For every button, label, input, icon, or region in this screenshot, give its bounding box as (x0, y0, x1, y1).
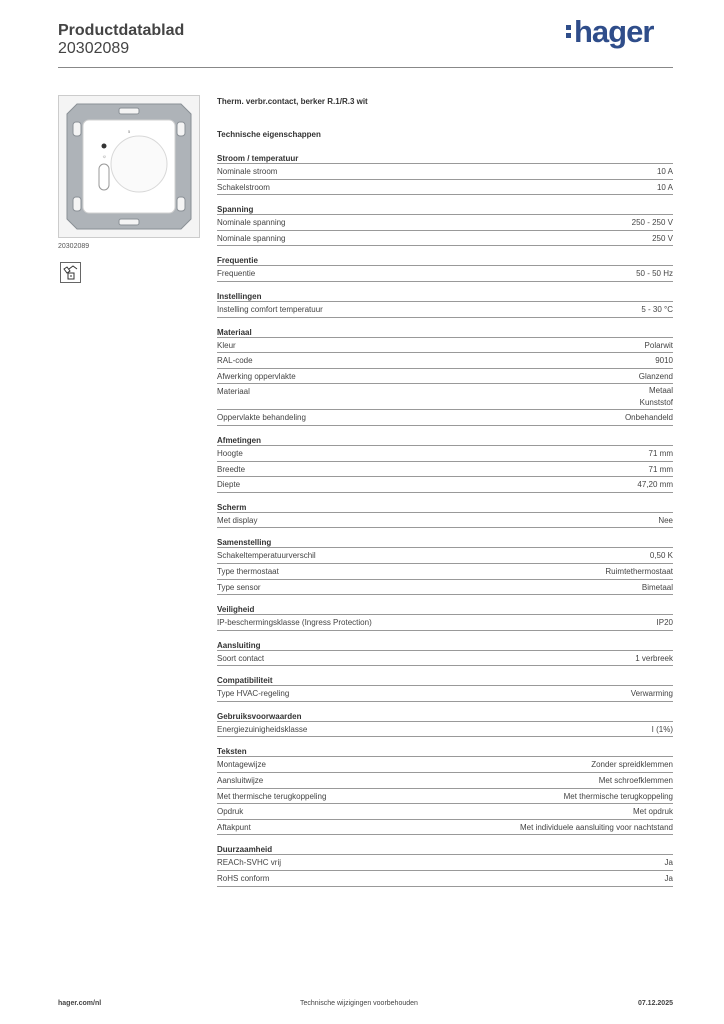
spec-section (217, 675, 673, 702)
spec-value: Met thermische terugkoppeling (563, 791, 673, 801)
spec-label: Oppervlakte behandeling (217, 413, 306, 423)
spec-row (217, 820, 673, 836)
spec-label: Energiezuinigheidsklasse (217, 724, 308, 734)
spec-row (217, 789, 673, 805)
spec-row (217, 446, 673, 462)
spec-label: RAL-code (217, 356, 253, 366)
spec-row (217, 410, 673, 426)
spec-row (217, 164, 673, 180)
svg-text:☼: ☼ (102, 154, 107, 160)
spec-section-title: Teksten (217, 746, 673, 757)
spec-row (217, 722, 673, 738)
product-details (217, 95, 673, 887)
spec-section-title: Frequentie (217, 255, 673, 266)
spec-label: Opdruk (217, 807, 244, 817)
spec-value: Met opdruk (632, 807, 673, 817)
spec-row (217, 302, 673, 318)
spec-row (217, 855, 673, 871)
spec-value: 250 - 250 V (631, 218, 673, 228)
spec-section (217, 153, 673, 195)
spec-value: Zonder spreidklemmen (591, 760, 673, 770)
spec-value: Met schroefklemmen (598, 776, 673, 786)
spec-row (217, 477, 673, 493)
spec-label: Kleur (217, 340, 236, 350)
spec-value: Bimetaal (641, 582, 673, 592)
svg-text:5: 5 (128, 129, 131, 134)
spec-label: Diepte (217, 480, 241, 490)
technical-properties-heading: Technische eigenschappen (217, 130, 321, 139)
spec-label: Frequentie (217, 269, 256, 279)
spec-value: Ja (664, 874, 673, 884)
spec-section (217, 327, 673, 426)
spec-label: Materiaal (217, 387, 250, 397)
spec-value: 71 mm (648, 464, 673, 474)
spec-label: Nominale spanning (217, 218, 286, 228)
spec-value: I (1%) (651, 724, 673, 734)
spec-section-title: Samenstelling (217, 537, 673, 548)
hager-logo (566, 14, 653, 50)
logo-text: hager (574, 14, 654, 49)
spec-row (217, 773, 673, 789)
spec-section (217, 204, 673, 246)
spec-section (217, 604, 673, 631)
spec-row (217, 651, 673, 667)
spec-label: Nominale spanning (217, 233, 286, 243)
spec-label: Afwerking oppervlakte (217, 371, 296, 381)
spec-section (217, 746, 673, 835)
spec-section (217, 435, 673, 493)
spec-label: Hoogte (217, 448, 243, 458)
spec-row (217, 384, 673, 410)
spec-row (217, 871, 673, 887)
spec-value: Ja (664, 858, 673, 868)
spec-value: 5 - 30 °C (641, 304, 673, 314)
spec-section-title: Instellingen (217, 291, 673, 302)
product-name: Therm. verbr.contact, berker R.1/R.3 wit (217, 97, 368, 106)
spec-section (217, 255, 673, 282)
spec-row (217, 231, 673, 247)
spec-row (217, 548, 673, 564)
spec-row (217, 338, 673, 354)
spec-label: Met thermische terugkoppeling (217, 791, 327, 801)
spec-value: Glanzend (638, 371, 673, 381)
spec-row (217, 564, 673, 580)
spec-value: 250 V (652, 233, 673, 243)
spec-section-title: Compatibiliteit (217, 675, 673, 686)
product-image (58, 95, 200, 238)
spec-label: Montagewijze (217, 760, 266, 770)
spec-section-title: Duurzaamheid (217, 844, 673, 855)
spec-label: Soort contact (217, 653, 265, 663)
spec-label: Aansluitwijze (217, 776, 264, 786)
spec-value: Nee (658, 515, 673, 525)
header-divider (58, 67, 673, 68)
footer-website: hager.com/nl (58, 1000, 102, 1007)
spec-section (217, 711, 673, 738)
spec-label: Breedte (217, 464, 246, 474)
spec-row (217, 462, 673, 478)
spec-value: IP20 (656, 618, 673, 628)
specification-sections (217, 153, 673, 887)
spec-value: 47,20 mm (637, 480, 673, 490)
spec-section-title: Scherm (217, 502, 673, 513)
footer-date: 07.12.2025 (637, 1000, 673, 1007)
spec-section (217, 844, 673, 886)
spec-label: Aftakpunt (217, 822, 251, 832)
spec-label: Met display (217, 515, 258, 525)
spec-label: Schakeltemperatuurverschil (217, 551, 316, 561)
spec-label: Type sensor (217, 582, 261, 592)
spec-section-title: Spanning (217, 204, 673, 215)
spec-value: Verwarming (630, 689, 673, 699)
spec-section (217, 291, 673, 318)
spec-section-title: Gebruiksvoorwaarden (217, 711, 673, 722)
spec-section-title: Materiaal (217, 327, 673, 338)
spec-value: 71 mm (648, 448, 673, 458)
spec-value (640, 385, 673, 409)
spec-row (217, 757, 673, 773)
spec-section (217, 640, 673, 667)
spec-row (217, 266, 673, 282)
spec-value: 1 verbreek (635, 653, 673, 663)
product-number: 20302089 (58, 40, 130, 57)
spec-value: 10 A (656, 182, 673, 192)
spec-label: Instelling comfort temperatuur (217, 304, 323, 314)
packaging-recycle-icon (60, 262, 81, 283)
spec-section (217, 537, 673, 595)
spec-label: Nominale stroom (217, 167, 278, 176)
spec-row (217, 686, 673, 702)
spec-value: Met individuele aansluiting voor nachtstand (520, 822, 673, 832)
spec-label: Type HVAC-regeling (217, 689, 290, 699)
spec-label: REACh-SVHC vrij (217, 858, 282, 868)
spec-row (217, 215, 673, 231)
spec-value: 0,50 K (649, 551, 673, 561)
spec-section (217, 502, 673, 529)
spec-row (217, 804, 673, 820)
spec-label: IP-beschermingsklasse (Ingress Protection) (217, 618, 372, 628)
image-caption: 20302089 (58, 243, 90, 250)
spec-section-title: Veiligheid (217, 604, 673, 615)
packaging-recycle-icon-graphic (63, 265, 78, 280)
spec-row (217, 369, 673, 385)
spec-row (217, 615, 673, 631)
spec-value: 10 A (656, 167, 673, 176)
spec-value-line: Kunststof (639, 398, 673, 408)
spec-row (217, 580, 673, 596)
footer-disclaimer: Technische wijzigingen voorbehouden (300, 1000, 418, 1007)
spec-value: 9010 (655, 356, 673, 366)
spec-label: Schakelstroom (217, 182, 270, 192)
spec-value-line: Metaal (648, 386, 673, 396)
spec-value: 50 - 50 Hz (636, 269, 673, 279)
logo-dots-icon (566, 22, 571, 41)
document-title: Productdatablad (58, 22, 185, 39)
spec-section-title: Afmetingen (217, 435, 673, 446)
spec-row (217, 353, 673, 369)
spec-value: Ruimtethermostaat (605, 566, 673, 576)
spec-label: RoHS conform (217, 874, 270, 884)
spec-section-title: Aansluiting (217, 640, 673, 651)
thermostat-product-picture (59, 96, 199, 237)
spec-row (217, 180, 673, 196)
document-header (58, 22, 184, 58)
spec-row (217, 513, 673, 529)
spec-value: Onbehandeld (624, 413, 673, 423)
spec-label: Type thermostaat (217, 566, 279, 576)
spec-section-title: Stroom / temperatuur (217, 153, 673, 164)
spec-value: Polarwit (644, 340, 673, 350)
